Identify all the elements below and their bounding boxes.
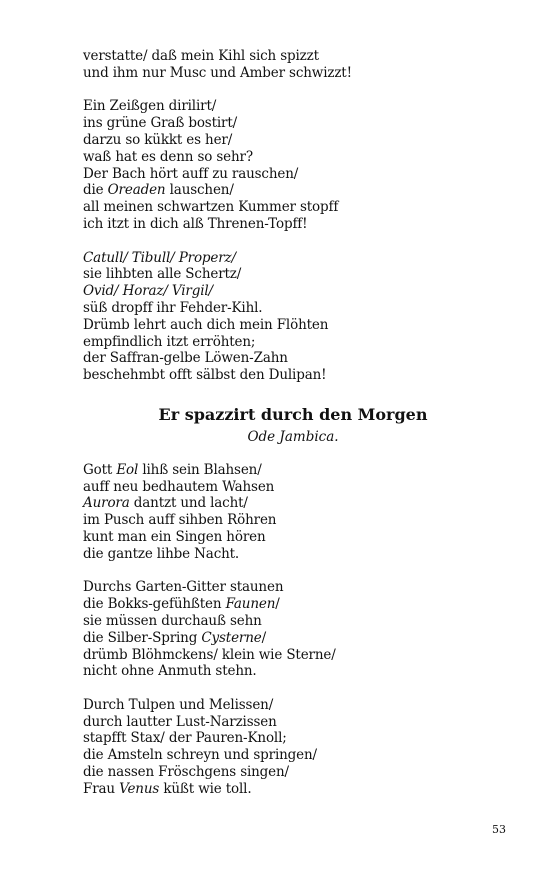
stanza-gap — [83, 82, 503, 99]
text-segment: Ein Zeißgen dirilirt/ — [83, 98, 217, 115]
text-segment: sie müssen durchauß sehn — [83, 612, 262, 629]
text-segment: darzu so kükkt es her/ — [83, 131, 233, 148]
verse-line — [83, 730, 503, 747]
verse-line — [83, 317, 503, 334]
verse-line — [83, 663, 503, 680]
text-segment: der Saffran-gelbe Löwen-Zahn — [83, 350, 288, 367]
text-segment: Der Bach hört auff zu rauschen/ — [83, 165, 299, 182]
verse-line — [83, 48, 503, 65]
verse-line — [83, 630, 503, 647]
verse-line — [83, 647, 503, 664]
text-segment: Frau — [83, 780, 120, 797]
verse-line — [83, 65, 503, 82]
poem-subtitle: Ode Jambica. — [247, 428, 339, 445]
text-segment: küßt wie toll. — [159, 780, 252, 797]
stanza — [83, 98, 503, 232]
verse-line — [83, 166, 503, 183]
text-segment: die — [83, 182, 108, 199]
italic-text: Ovid/ Horaz/ Virgil/ — [83, 283, 213, 300]
verse-line — [83, 596, 503, 613]
verse-line — [83, 149, 503, 166]
verse-line — [83, 579, 503, 596]
text-segment: empfindlich itzt erröhten; — [83, 333, 256, 350]
verse-line — [83, 697, 503, 714]
verse-line — [83, 115, 503, 132]
verse-line — [83, 216, 503, 233]
text-segment: Gott — [83, 461, 117, 478]
text-segment: ins grüne Graß bostirt/ — [83, 115, 238, 132]
italic-text: Aurora — [83, 495, 130, 512]
verse-line — [83, 300, 503, 317]
italic-text: Oreaden — [107, 182, 166, 199]
verse-line — [83, 529, 503, 546]
text-segment: beschehmbt offt sälbst den Dulipan! — [83, 367, 327, 384]
verse-line — [83, 495, 503, 512]
verse-line — [83, 714, 503, 731]
italic-text: Faunen — [225, 596, 276, 613]
text-segment: ich itzt in dich alß Threnen-Topff! — [83, 215, 308, 232]
stanza — [83, 48, 503, 82]
text-segment: Durchs Garten-Gitter staunen — [83, 579, 284, 596]
verse-line — [83, 512, 503, 529]
text-segment: drümb Blöhmckens/ klein wie Sterne/ — [83, 646, 336, 663]
text-segment: / — [261, 629, 267, 646]
text-segment: die Bokks-gefühßten — [83, 596, 226, 613]
stanza — [83, 579, 503, 680]
verse-line — [83, 479, 503, 496]
verse-line — [83, 98, 503, 115]
text-segment: all meinen schwartzen Kummer stopff — [83, 199, 339, 216]
text-segment: Drümb lehrt auch dich mein Flöhten — [83, 316, 329, 333]
verse-line — [83, 546, 503, 563]
stanza — [83, 250, 503, 384]
text-segment: / — [275, 596, 280, 613]
verse-line — [83, 250, 503, 267]
stanza-gap — [83, 680, 503, 697]
verse-line — [83, 283, 503, 300]
stanza-gap — [83, 233, 503, 250]
verse-line — [83, 367, 503, 384]
verse-line — [83, 182, 503, 199]
text-segment: nicht ohne Anmuth stehn. — [83, 663, 257, 680]
text-segment: durch lautter Lust-Narzissen — [83, 713, 277, 730]
verse-line — [83, 781, 503, 798]
verse-line — [83, 334, 503, 351]
text-segment: sie lihbten alle Schertz/ — [83, 266, 242, 283]
verse-line — [83, 764, 503, 781]
text-segment: verstatte/ daß mein Kihl sich spizzt — [83, 48, 319, 64]
text-segment: die nassen Fröschgens singen/ — [83, 764, 289, 781]
verse-line — [83, 462, 503, 479]
previous-poem-ending — [83, 48, 503, 384]
poem-title: Er spazzirt durch den Morgen — [158, 404, 428, 424]
text-segment: stapfft Stax/ der Pauren-Knoll; — [83, 730, 287, 747]
verse-line — [83, 132, 503, 149]
text-segment: im Pusch auff sihben Röhren — [83, 512, 277, 529]
text-segment: lauschen/ — [165, 182, 234, 199]
text-segment: die Silber-Spring — [83, 629, 202, 646]
text-segment: kunt man ein Singen hören — [83, 528, 266, 545]
page-number: 53 — [492, 823, 506, 836]
text-segment: süß dropff ihr Fehder-Kihl. — [83, 299, 263, 316]
stanza-gap — [83, 563, 503, 580]
verse-line — [83, 266, 503, 283]
text-segment: Durch Tulpen und Melissen/ — [83, 696, 274, 713]
text-segment: lihß sein Blahsen/ — [138, 461, 262, 478]
text-segment: waß hat es denn so sehr? — [83, 148, 253, 165]
text-segment: und ihm nur Musc und Amber schwizzt! — [83, 64, 352, 81]
verse-line — [83, 350, 503, 367]
verse-line — [83, 747, 503, 764]
italic-text: Catull/ Tibull/ Properz/ — [83, 249, 236, 266]
text-segment: die gantze lihbe Nacht. — [83, 545, 240, 562]
verse-line — [83, 199, 503, 216]
text-segment: die Amsteln schreyn und springen/ — [83, 747, 317, 764]
stanza — [83, 697, 503, 798]
page-content — [83, 48, 503, 798]
stanza — [83, 462, 503, 563]
text-segment: dantzt und lacht/ — [129, 495, 248, 512]
italic-text: Venus — [119, 780, 160, 797]
text-segment: auff neu bedhautem Wahsen — [83, 478, 275, 495]
poem-body — [83, 462, 503, 798]
verse-line — [83, 613, 503, 630]
stanza-gap — [83, 384, 503, 401]
italic-text: Eol — [116, 461, 139, 478]
italic-text: Cysterne — [201, 629, 262, 646]
